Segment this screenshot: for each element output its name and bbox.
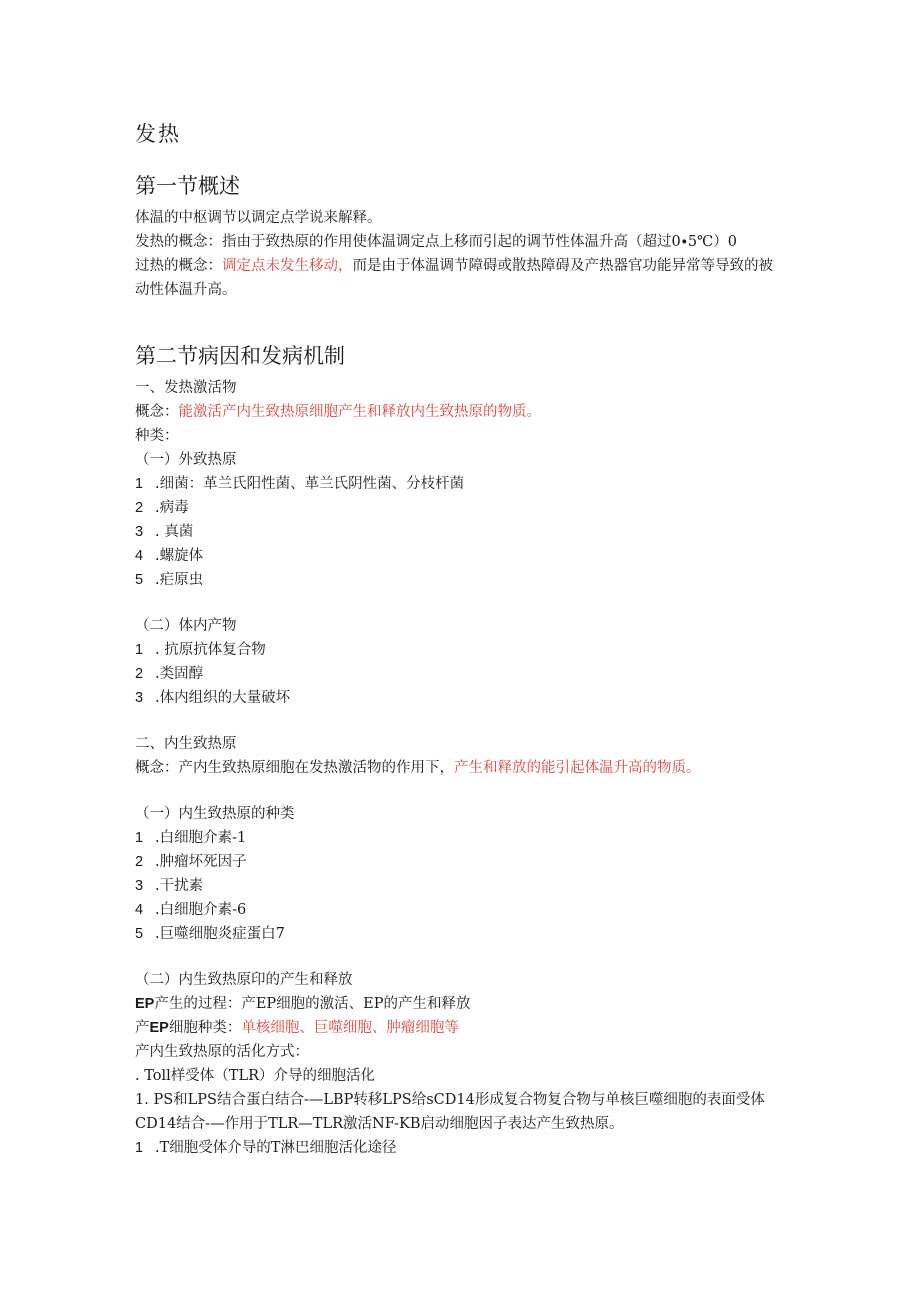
- toll-receptor-activation: . Toll样受体（TLR）介导的细胞活化: [135, 1068, 375, 1084]
- list-text: .体内组织的大量破坏: [155, 690, 291, 706]
- ep-cells-highlight: 单核细胞、巨噬细胞、肿瘤细胞等: [241, 1020, 459, 1036]
- part-heading-activators: 一、发热激活物: [135, 380, 237, 396]
- hyperthermia-text: 而是由于体温调节障碍或散热障碍及产热器官功能异常等导致的被动性体温升高。: [135, 258, 773, 298]
- document-title: 发热: [135, 122, 181, 146]
- ep-cells-label: 细胞种类：: [168, 1020, 242, 1036]
- ep-abbrev: EP: [149, 1020, 169, 1036]
- subheading-pyrogen-types: （一）内生致热原的种类: [135, 806, 295, 822]
- list-item: [135, 686, 290, 710]
- list-number: 4: [135, 548, 144, 564]
- section-heading-overview: 第一节概述: [135, 174, 240, 198]
- hyperthermia-label: 过热的概念：: [135, 258, 222, 274]
- list-item: [135, 850, 247, 874]
- hyperthermia-highlight: 调定点未发生移动，: [222, 258, 353, 274]
- list-item: [135, 472, 464, 496]
- list-text: .肿瘤坏死因子: [155, 854, 247, 870]
- list-number: 4: [135, 902, 144, 918]
- list-number: 3: [135, 878, 144, 894]
- list-item: [135, 898, 246, 922]
- list-text: .疟原虫: [155, 572, 204, 588]
- list-item: [135, 874, 203, 898]
- list-number: 1: [135, 830, 144, 846]
- list-text: .细菌：革兰氏阳性菌、革兰氏阴性菌、分枝杆菌: [155, 476, 465, 492]
- lps-pathway-paragraph: 1. PS和LPS结合蛋白结合-—LBP转移LPS给sCD14形成复合物复合物与单核巨噬细胞的表面受体CD14结合-—作用于TLR—TLR激活NF-KB启动细胞因子表达产生致热原。: [135, 1092, 765, 1132]
- list-number: 5: [135, 926, 144, 942]
- subheading-internal-products: （二）体内产物: [135, 618, 237, 634]
- list-text: .病毒: [155, 500, 189, 516]
- list-number: 1: [135, 476, 144, 492]
- list-number: 1: [135, 1140, 144, 1156]
- paragraph-hyperthermia-definition: [135, 254, 787, 302]
- list-number: 1: [135, 642, 144, 658]
- list-item: [135, 826, 246, 850]
- endogenous-concept: [135, 756, 701, 780]
- activator-concept-label: 概念：: [135, 404, 179, 420]
- list-number: 5: [135, 572, 144, 588]
- endogenous-concept-label: 概念：产内生致热原细胞在发热激活物的作用下，: [135, 760, 454, 776]
- list-item: [135, 662, 203, 686]
- list-text: . 真菌: [155, 524, 194, 540]
- ep-abbrev: EP: [135, 996, 155, 1012]
- activator-concept: [135, 400, 541, 424]
- ep-process-text: 产生的过程：产EP细胞的激活、EP的产生和释放: [154, 996, 471, 1012]
- list-number: 2: [135, 500, 144, 516]
- part-heading-endogenous-pyrogens: 二、内生致热原: [135, 736, 237, 752]
- ep-cells-prefix: 产: [135, 1020, 150, 1036]
- list-item: [135, 922, 285, 946]
- list-text: .T细胞受体介导的T淋巴细胞活化途径: [155, 1140, 397, 1156]
- list-number: 3: [135, 524, 144, 540]
- list-item: [135, 638, 266, 662]
- endogenous-concept-highlight: 产生和释放的能引起体温升高的物质。: [454, 760, 701, 776]
- list-number: 2: [135, 854, 144, 870]
- list-text: .白细胞介素-6: [155, 902, 247, 918]
- list-text: .巨噬细胞炎症蛋白7: [155, 926, 285, 942]
- list-text: . 抗原抗体复合物: [155, 642, 266, 658]
- list-item: [135, 568, 203, 592]
- list-text: .干扰素: [155, 878, 204, 894]
- section-heading-etiology: 第二节病因和发病机制: [135, 344, 345, 368]
- paragraph-thermoregulation: 体温的中枢调节以调定点学说来解释。: [135, 210, 382, 226]
- subheading-production-release: （二）内生致热原印的产生和释放: [135, 972, 353, 988]
- ep-production-process: [135, 992, 471, 1016]
- subheading-exogenous-pyrogens: （一）外致热原: [135, 452, 237, 468]
- list-text: .螺旋体: [155, 548, 204, 564]
- activation-methods-label: 产内生致热原的活化方式：: [135, 1044, 309, 1060]
- list-item: [135, 496, 189, 520]
- paragraph-fever-definition: 发热的概念：指由于致热原的作用使体温调定点上移而引起的调节性体温升高（超过0∙5℃）0: [135, 234, 738, 250]
- list-text: .白细胞介素-1: [155, 830, 247, 846]
- activator-kinds-label: 种类：: [135, 428, 179, 444]
- list-text: .类固醇: [155, 666, 204, 682]
- list-item: [135, 520, 193, 544]
- list-number: 3: [135, 690, 144, 706]
- list-number: 2: [135, 666, 144, 682]
- activator-concept-highlight: 能激活产内生致热原细胞产生和释放内生致热原的物质。: [178, 404, 541, 420]
- ep-cell-types: [135, 1016, 459, 1040]
- list-item: [135, 544, 203, 568]
- list-item: [135, 1136, 396, 1160]
